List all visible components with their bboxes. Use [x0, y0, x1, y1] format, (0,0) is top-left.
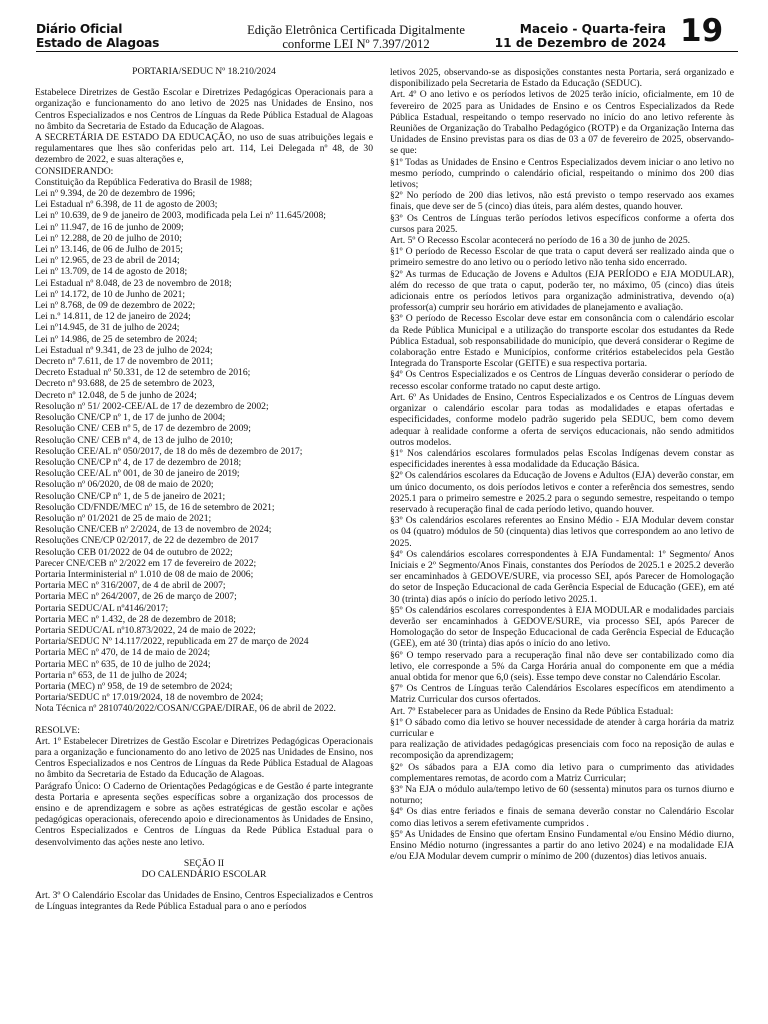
legal-reference-item: Resolução CEE/AL nº 001, de 30 de janeiro de 2019;: [35, 468, 240, 480]
edition-city-weekday: Maceio - Quarta-feira: [519, 22, 666, 36]
legal-reference-item: Resolução CD/FNDE/MEC nº 15, de 16 de setembro de 2021;: [35, 501, 275, 513]
legal-reference-item: Nota Técnica nº 2810740/2022/COSAN/CGPAE/DIRAE, 06 de abril de 2022.: [35, 703, 336, 715]
legal-reference-item: Decreto Estadual nº 50.331, de 12 de setembro de 2016;: [35, 367, 251, 379]
ordinance-paragraph: §1º O sábado como dia letivo se houver necessidade de atender à carga horária da matriz curricular e: [390, 716, 734, 739]
ordinance-paragraph: §3º O período de Recesso Escolar deve estar em consonância com o calendário escolar da Rede Pública Municipal e a utilização do transporte escolar dos estudantes da Rede Pública Estadual, sob responsabilidade do município, que deverá considerar o Regime de colaboração entre Estado e Municípios, conforme critérios estabelecidos pela Gestão Integrada do Transporte Escolar (GEITE) e sua respectiva portaria.: [390, 313, 734, 370]
legal-reference-item: Resolução CNE/CP nº 1, de 17 de junho de 2004;: [35, 412, 226, 424]
ordinance-paragraph: Art. 4º O ano letivo e os períodos letivos de 2025 terão início, oficialmente, em 10 de fevereiro de 2025 para as Unidades de Ensino e os Centros Especializados da Rede Pública Estadual, respeitando o tempo reservado no início do ano letivo referente às Reuniões de Organização do Trabalho Pedagógico (ROTP) e da Organização Interna das Unidades de Ensino previstas para os dias de 03 a 07 de fevereiro de 2025, observando-se que:: [390, 89, 734, 157]
ordinance-paragraph: §3º Na EJA o módulo aula/tempo letivo de 60 (sessenta) minutos para os turnos diurno e noturno;: [390, 784, 734, 807]
legal-reference-item: Resoluções CNE/CP 02/2017, de 22 de dezembro de 2017: [35, 535, 259, 547]
legal-reference-item: Lei Estadual nº 6.398, de 11 de agosto de 2003;: [35, 199, 218, 211]
ordinance-paragraph: §3º Os Centros de Línguas terão períodos letivos específicos conforme a oferta dos cursos para 2025.: [390, 212, 734, 235]
header-divider: [36, 51, 738, 52]
sole-paragraph: Parágrafo Único: O Caderno de Orientações Pedagógicas e de Gestão é parte integrante desta Portaria e apresenta seções específicas sobre a organização dos processos de ensino e de aprendizagem e sobre as ações estratégicas de gestão escolar e ações pedagógicas operacionais, oferecendo apoio e direcionamentos às Unidades de Ensino, Centros Especializados e Centros de Línguas da Rede Pública Estadual para o desenvolvimento das ações neste ano letivo.: [35, 780, 373, 848]
legal-reference-item: Lei nº 12.288, de 20 de julho de 2010;: [35, 232, 182, 244]
certification-line-1: Edição Eletrônica Certificada Digitalmente: [247, 23, 465, 37]
ordinance-preamble: A SECRETÁRIA DE ESTADO DA EDUCAÇÃO, no uso de suas atribuições legais e regulamentares que lhes são conferidas pelo art. 114, Lei Delegada nº 48, de 30 dezembro de 2022, e suas alterações e,: [35, 132, 373, 166]
ordinance-paragraph: para realização de atividades pedagógicas presenciais com foco na reposição de aulas e recomposição da aprendizagem;: [390, 739, 734, 762]
legal-reference-item: Portaria MEC nº 264/2007, de 26 de março de 2007;: [35, 591, 237, 603]
legal-reference-item: Portaria nº 653, de 11 de julho de 2024;: [35, 669, 188, 681]
ordinance-paragraph: §2º As turmas de Educação de Jovens e Adultos (EJA PERÍODO e EJA MODULAR), além do recesso de que trata o caput, poderão ter, no máximo, 05 (cinco) dias úteis adicionais entre os períodos letivos para organização administrativa, devendo o(a) professor(a) cumprir seu horário em atividades de planejamento e avaliação.: [390, 268, 734, 314]
legal-reference-item: Resolução CNE/CP nº 1, de 5 de janeiro de 2021;: [35, 490, 226, 502]
legal-reference-item: Lei nº 11.947, de 16 de junho de 2009;: [35, 221, 184, 233]
legal-reference-item: Lei nº14.945, de 31 de julho de 2024;: [35, 322, 180, 334]
legal-reference-item: Lei Estadual nº 8.048, de 23 de novembro de 2018;: [35, 277, 232, 289]
ordinance-paragraph: §2º Os sábados para a EJA como dia letivo para o cumprimento das atividades complementares remotas, de acordo com a Matriz Curricular;: [390, 761, 734, 784]
publication-title: Diário Oficial: [36, 22, 123, 36]
ordinance-paragraph: §1º O período de Recesso Escolar de que trata o caput deverá ser realizado ainda que o primeiro semestre do ano letivo ou o período letivo não tenha sido encerrado.: [390, 246, 734, 269]
legal-reference-item: Portaria MEC nº 316/2007, de 4 de abril de 2007;: [35, 580, 226, 592]
ordinance-paragraph: §5º As Unidades de Ensino que ofertam Ensino Fundamental e/ou Ensino Médio diurno, Ensino Médio noturno (ingressantes a partir do ano letivo 2024) e na modalidade EJA e/ou EJA Modular devem cumprir o mínimo de 200 (duzentos) dias letivos anuais.: [390, 828, 734, 863]
ordinance-paragraph: letivos 2025, observando-se as disposições constantes nesta Portaria, será organizado e disponibilizado pela Secretaria de Estado da Educação (SEDUC).: [390, 67, 734, 90]
ordinance-paragraph: Art. 7º Estabelecer para as Unidades de Ensino da Rede Pública Estadual:: [390, 705, 674, 717]
legal-reference-item: Constituição da República Federativa do Brasil de 1988;: [35, 176, 253, 188]
page-header: [0, 0, 768, 55]
publication-name: [36, 23, 159, 50]
legal-reference-item: Decreto nº 93.688, de 25 de setembro de 2023,: [35, 378, 215, 390]
right-column: [390, 67, 734, 862]
legal-reference-item: Resolução CNE/ CEB nº 4, de 13 de julho de 2010;: [35, 434, 233, 446]
right-column-paragraphs: [390, 67, 734, 862]
ordinance-paragraph: §4º Os dias entre feriados e finais de semana deverão constar no Calendário Escolar como dias letivos a serem efetivamente cumpridos .: [390, 806, 734, 829]
legal-reference-item: Resolução CNE/ CEB nº 5, de 17 de dezembro de 2009;: [35, 423, 251, 435]
legal-reference-item: Resolução CNE/CP nº 4, de 17 de dezembro de 2018;: [35, 456, 242, 468]
legal-reference-item: Portaria SEDUC/AL nº4146/2017;: [35, 602, 169, 614]
legal-reference-item: Resolução CEE/AL nº 050/2017, de 18 do mês de dezembro de 2017;: [35, 445, 303, 457]
ordinance-paragraph: §3º Os calendários escolares referentes ao Ensino Médio - EJA Modular devem constar os 04 (quatro) módulos de 50 (cinquenta) dias letivos que correspondem ao ano letivo de 2025.: [390, 515, 734, 549]
legal-reference-item: Portaria/SEDUC Nº 14.117/2022, republicada em 27 de março de 2024: [35, 636, 309, 648]
legal-reference-item: Resolução nº 01/2021 de 25 de maio de 2021;: [35, 512, 212, 524]
ordinance-paragraph: §1º Nos calendários escolares formulados pelas Escolas Indígenas devem constar as especificidades inerentes à essa modalidade da Educação Básica.: [390, 447, 734, 471]
legal-reference-item: Resolução CEB 01/2022 de 04 de outubro de 2022;: [35, 546, 233, 558]
ordinance-paragraph: Art. 5º O Recesso Escolar acontecerá no período de 16 a 30 de junho de 2025.: [390, 235, 691, 247]
publication-state: Estado de Alagoas: [36, 35, 160, 50]
legal-reference-item: Lei nº 14.172, de 10 de Junho de 2021;: [35, 288, 186, 300]
article-1: Art. 1º Estabelecer Diretrizes de Gestão Escolar e Diretrizes Pedagógicas Operacionais para a organização e funcionamento do ano letivo de 2025 nas Unidades de Ensino, nos Centros Especializados e nos Centros de Línguas da Rede Pública Estadual de Alagoas no âmbito da Secretaria de Estado da Educação de Alagoas.: [35, 735, 373, 781]
section-subtitle: DO CALENDÁRIO ESCOLAR: [141, 869, 267, 881]
ordinance-paragraph: §2º Os calendários escolares da Educação de Jovens e Adultos (EJA) deverão constar, em um único documento, os dois períodos letivos e conter a referência dos semestres, sendo 2025.1 para o primeiro semestre e 2025.2 para o segundo semestre, respeitando o tempo reservado à recuperação final de cada período letivo, quando houver.: [390, 470, 734, 515]
edition-date: [480, 23, 666, 50]
legal-reference-item: Parecer CNE/CEB nº 2/2022 em 17 de fevereiro de 2022;: [35, 557, 257, 569]
legal-reference-item: Portaria Interministerial nº 1.010 de 08 de maio de 2006;: [35, 568, 254, 580]
legal-reference-item: Decreto nº 12.048, de 5 de junho de 2024;: [35, 389, 197, 401]
ordinance-paragraph: Art. 6º As Unidades de Ensino, Centros Especializados e os Centros de Línguas devem organizar o calendário escolar para todas as modalidades e etapas ofertadas e especificidades, conforme modelo padrão sugerido pela SEDUC, bem como devem adequar à realidade conforme a oferta de serviços educacionais, não sendo admitidos outros modelos.: [390, 391, 734, 448]
edition-date-text: 11 de Dezembro de 2024: [494, 35, 666, 50]
legal-reference-item: Lei nº 12.965, de 23 de abril de 2014;: [35, 255, 180, 267]
resolve-heading: RESOLVE:: [35, 724, 80, 736]
ordinance-paragraph: §7º Os Centros de Línguas terão Calendários Escolares específicos em atendimento a Matriz Curricular dos cursos ofertados.: [390, 683, 734, 706]
legal-reference-item: Lei nº 14.986, de 25 de setembro de 2024;: [35, 333, 198, 345]
legal-reference-item: Portaria MEC nº 635, de 10 de julho de 2024;: [35, 658, 211, 670]
ordinance-title: PORTARIA/SEDUC Nº 18.210/2024: [132, 66, 276, 77]
ordinance-paragraph: §6º O tempo reservado para a recuperação final não deve ser contabilizado como dia letivo, ele corresponde a 5% da Carga Horária anual do componente em que a média anual obtida for menor que 6,0 (seis). Esse tempo deve constar no Calendário Escolar.: [390, 649, 734, 683]
certification-line-2: conforme LEI Nº 7.397/2012: [282, 37, 430, 51]
legal-reference-item: Decreto nº 7.611, de 17 de novembro de 2011;: [35, 356, 214, 368]
ordinance-paragraph: §4º Os Centros Especializados e os Centros de Línguas deverão considerar o período de recesso escolar conforme tratado no caput deste artigo.: [390, 369, 734, 392]
ordinance-paragraph: §4º Os calendários escolares correspondentes à EJA Fundamental: 1º Segmento/ Anos Iniciais e 2º Segmento/Anos Finais, constantes dos Períodos de 2025.1 e 2025.2 deverão ser encaminhados à GEDOVE/SURE, via processo SEI, após Parecer de Homologação do setor de Inspeção Educacional de cada Gerência Especial de Educação (GEE), em até 30 (trinta) dias após o início do período letivo 2025.1.: [390, 548, 734, 605]
considerando-heading: CONSIDERANDO:: [35, 165, 114, 177]
section-title: SEÇÃO II: [183, 857, 225, 869]
ordinance-paragraph: §5º Os calendários escolares correspondentes à EJA MODULAR e modalidades parciais deverão ser encaminhados à GEDOVE/SURE, via processo SEI, após Parecer de Homologação do setor de Inspeção Educacional de cada Gerência Especial de Educação (GEE), em até 30 (trinta) dias após o início do ano letivo.: [390, 604, 734, 650]
legal-reference-item: Lei nº 10.639, de 9 de janeiro de 2003, modificada pela Lei nº 11.645/2008;: [35, 210, 326, 222]
ordinance-paragraph: §2º No período de 200 dias letivos, não está previsto o tempo reservado aos exames finais, que deve ser de 5 (cinco) dias úteis, para além destes, quando houver.: [390, 190, 734, 213]
legal-reference-item: Lei n.º 14.811, de 12 de janeiro de 2024;: [35, 311, 191, 323]
legal-reference-item: Lei nº 9.394, de 20 de dezembro de 1996;: [35, 188, 196, 200]
legal-reference-item: Resolução nº 51/ 2002-CEE/AL de 17 de dezembro de 2002;: [35, 400, 269, 412]
left-column: [35, 66, 373, 913]
legal-reference-item: Lei nº 13.146, de 06 de Julho de 2015;: [35, 244, 183, 256]
legal-reference-item: Portaria MEC nº 1.432, de 28 de dezembro de 2018;: [35, 613, 236, 625]
article-3: Art. 3º O Calendário Escolar das Unidades de Ensino, Centros Especializados e Centros de Línguas integrantes da Rede Pública Estadual para o ano e períodos: [35, 890, 373, 913]
legal-reference-item: Portaria MEC nº 470, de 14 de maio de 2024;: [35, 647, 211, 659]
legal-reference-item: Portaria (MEC) nº 958, de 19 de setembro de 2024;: [35, 680, 233, 692]
ordinance-summary: Estabelece Diretrizes de Gestão Escolar e Diretrizes Pedagógicas Operacionais para a organização e funcionamento do ano letivo de 2025 nas Unidades de Ensino, nos Centros Especializados e nos Centros de Línguas da Rede Pública Estadual de Alagoas no âmbito da Secretaria de Estado da Educação de Alagoas.: [35, 87, 373, 132]
legal-reference-item: Lei nº 8.768, de 09 de dezembro de 2022;: [35, 300, 196, 312]
page-number: 19: [680, 13, 724, 49]
legal-reference-item: Lei nº 13.709, de 14 de agosto de 2018;: [35, 266, 188, 278]
legal-reference-item: Portaria SEDUC/AL nº10.873/2022, 24 de maio de 2022;: [35, 624, 256, 636]
ordinance-paragraph: §1º Todas as Unidades de Ensino e Centros Especializados devem iniciar o ano letivo no mesmo período, cumprindo o calendário oficial, respeitando o mínimo dos 200 dias letivos;: [390, 156, 734, 191]
legal-reference-item: Resolução nº 06/2020, de 08 de maio de 2020;: [35, 479, 214, 491]
legal-reference-item: Lei Estadual nº 9.341, de 23 de julho de 2024;: [35, 344, 213, 356]
certification-note: [225, 23, 487, 51]
legal-references-list: [35, 177, 373, 715]
legal-reference-item: Resolução CNE/CEB nº 2/2024, de 13 de novembro de 2024;: [35, 524, 272, 536]
legal-reference-item: Portaria/SEDUC nº 17.019/2024, 18 de novembro de 2024;: [35, 692, 264, 704]
